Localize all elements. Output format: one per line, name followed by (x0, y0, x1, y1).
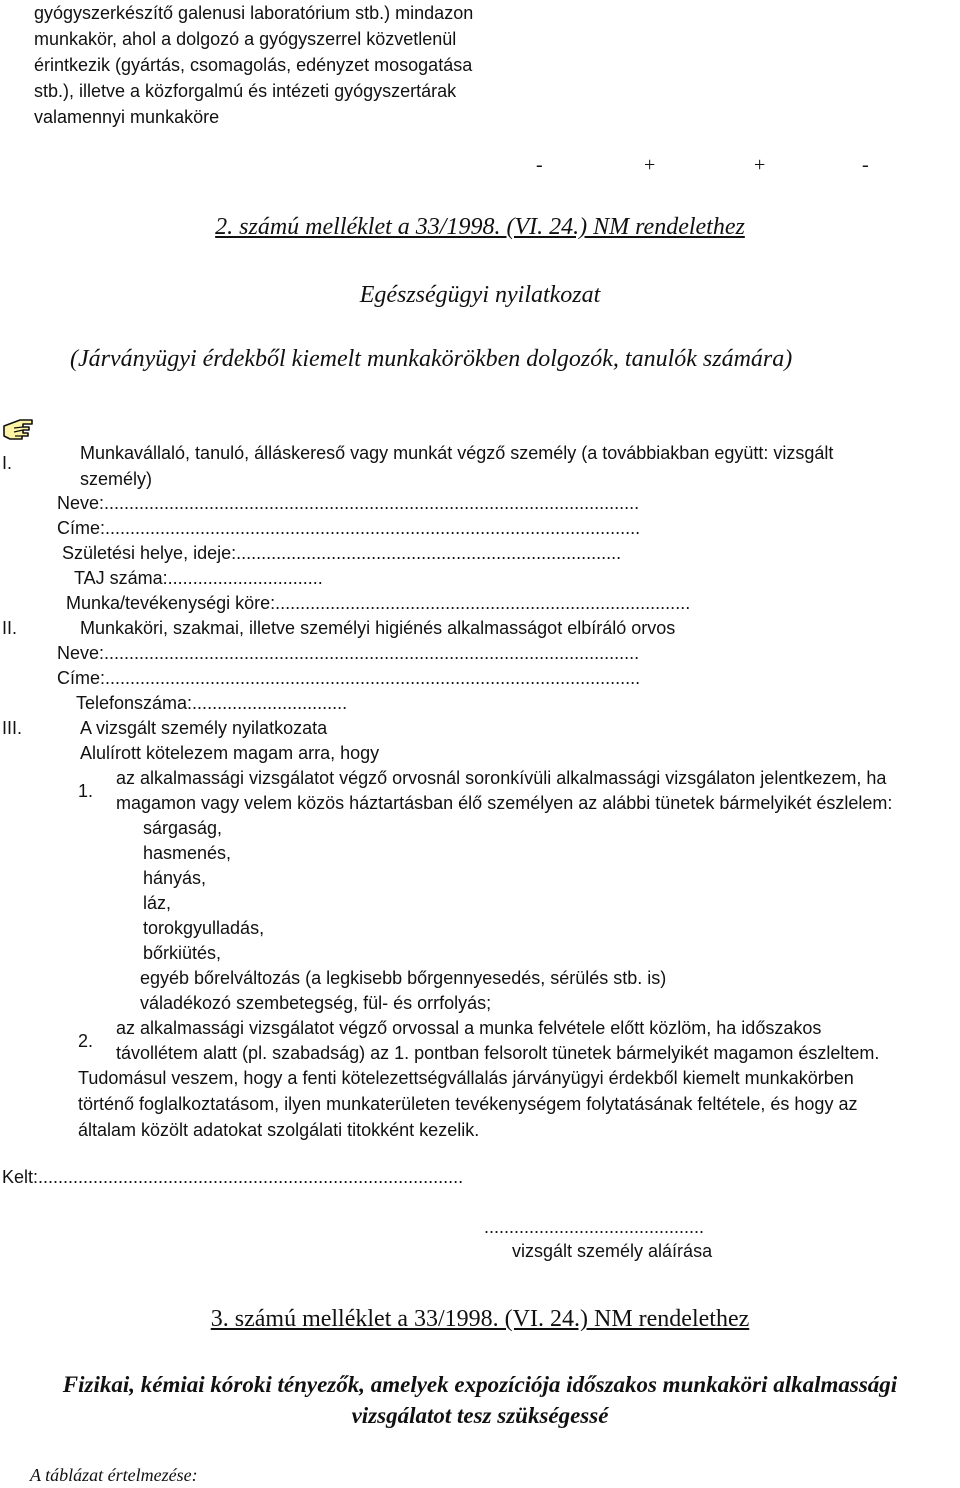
doctor-name-field: Neve:........................................................................................................... (57, 643, 640, 663)
symptom-item: torokgyulladás, (143, 918, 265, 938)
pointing-hand-icon (2, 416, 34, 442)
section1-heading-cont: személy) (80, 469, 153, 489)
annex3-title: 3. számú melléklet a 33/1998. (VI. 24.) NM rendelethez (210, 1306, 750, 1332)
table-mark: - (862, 154, 869, 176)
declaration-title: Egészségügyi nyilatkozat (359, 282, 601, 308)
closing-text: történő foglalkoztatásom, ilyen munkaterületen tevékenységem folytatásának feltétele, és hogy az (78, 1094, 858, 1114)
annex3-heading: Fizikai, kémiai kóroki tényezők, amelyek expozíciója időszakos munkaköri alkalmassági (62, 1372, 898, 1397)
section-number: I. (2, 453, 13, 473)
table-mark: + (644, 154, 656, 176)
intro-line: valamennyi munkaköre (34, 107, 220, 127)
intro-line: érintkezik (gyártás, csomagolás, edényzet mosogatása (34, 55, 473, 75)
section3-intro: Alulírott kötelezem magam arra, hogy (80, 743, 380, 763)
closing-text: általam közölt adatokat szolgálati titokként kezelik. (78, 1120, 480, 1140)
symptom-item: láz, (143, 893, 172, 913)
item-number: 2. (78, 1031, 94, 1051)
table-mark: + (754, 154, 766, 176)
signature-line: ............................................ (484, 1217, 705, 1237)
date-field: Kelt:..................................................................................... (2, 1167, 464, 1187)
item1-text-cont: magamon vagy velem közös háztartásban élő személyen az alábbi tünetek bármelyikét észlelem: (116, 793, 893, 813)
declaration-subtitle: (Járványügyi érdekből kiemelt munkakörökben dolgozók, tanulók számára) (70, 346, 793, 372)
section1-heading: Munkavállaló, tanuló, álláskereső vagy munkát végző személy (a továbbiakban együtt: vizsgált (80, 443, 834, 463)
section3-heading: A vizsgált személy nyilatkozata (80, 718, 328, 738)
doctor-address-field: Címe:........................................................................................................... (57, 668, 641, 688)
item2-text: az alkalmassági vizsgálatot végző orvossal a munka felvétele előtt közlöm, ha időszakos (116, 1018, 822, 1038)
closing-text: Tudomásul veszem, hogy a fenti kötelezettségvállalás járványügyi érdekből kiemelt munkakörben (78, 1068, 854, 1088)
field-birth: Születési helye, ideje:............................................................................. (62, 543, 622, 563)
annex2-title: 2. számú melléklet a 33/1998. (VI. 24.) NM rendelethez (215, 214, 745, 240)
section-number: III. (2, 718, 23, 738)
section2-heading: Munkaköri, szakmai, illetve személyi higiénés alkalmasságot elbíráló orvos (80, 618, 676, 638)
table-note: A táblázat értelmezése: (30, 1465, 198, 1485)
field-address: Címe:........................................................................................................... (57, 518, 641, 538)
field-name: Neve:........................................................................................................... (57, 493, 640, 513)
symptom-item: egyéb bőrelváltozás (a legkisebb bőrgennyesedés, sérülés stb. is) (140, 968, 667, 988)
doctor-phone-field: Telefonszáma:............................... (76, 693, 348, 713)
intro-line: munkakör, ahol a dolgozó a gyógyszerrel közvetlenül (34, 29, 457, 49)
annex3-heading-cont: vizsgálatot tesz szükségessé (351, 1403, 609, 1428)
intro-line: stb.), illetve a közforgalmú és intézeti gyógyszertárak (34, 81, 457, 101)
field-occupation: Munka/tevékenységi köre:................................................................................... (66, 593, 691, 613)
symptom-item: sárgaság, (143, 818, 223, 838)
signature-label: vizsgált személy aláírása (512, 1241, 713, 1261)
item2-text-cont: távollétem alatt (pl. szabadság) az 1. pontban felsorolt tünetek bármelyikét magamon észleltem. (116, 1043, 880, 1063)
item-number: 1. (78, 781, 94, 801)
item1-text: az alkalmassági vizsgálatot végző orvosnál soronkívüli alkalmassági vizsgálaton jelentkezem, ha (116, 768, 887, 788)
symptom-item: hasmenés, (143, 843, 232, 863)
table-mark: - (536, 154, 543, 176)
section-number: II. (2, 618, 18, 638)
intro-line: gyógyszerkészítő galenusi laboratórium stb.) mindazon (34, 3, 474, 23)
symptom-item: váladékozó szembetegség, fül- és orrfolyás; (140, 993, 492, 1013)
symptom-item: hányás, (143, 868, 207, 888)
symptom-item: bőrkiütés, (143, 943, 222, 963)
field-taj: TAJ száma:............................... (74, 568, 323, 588)
